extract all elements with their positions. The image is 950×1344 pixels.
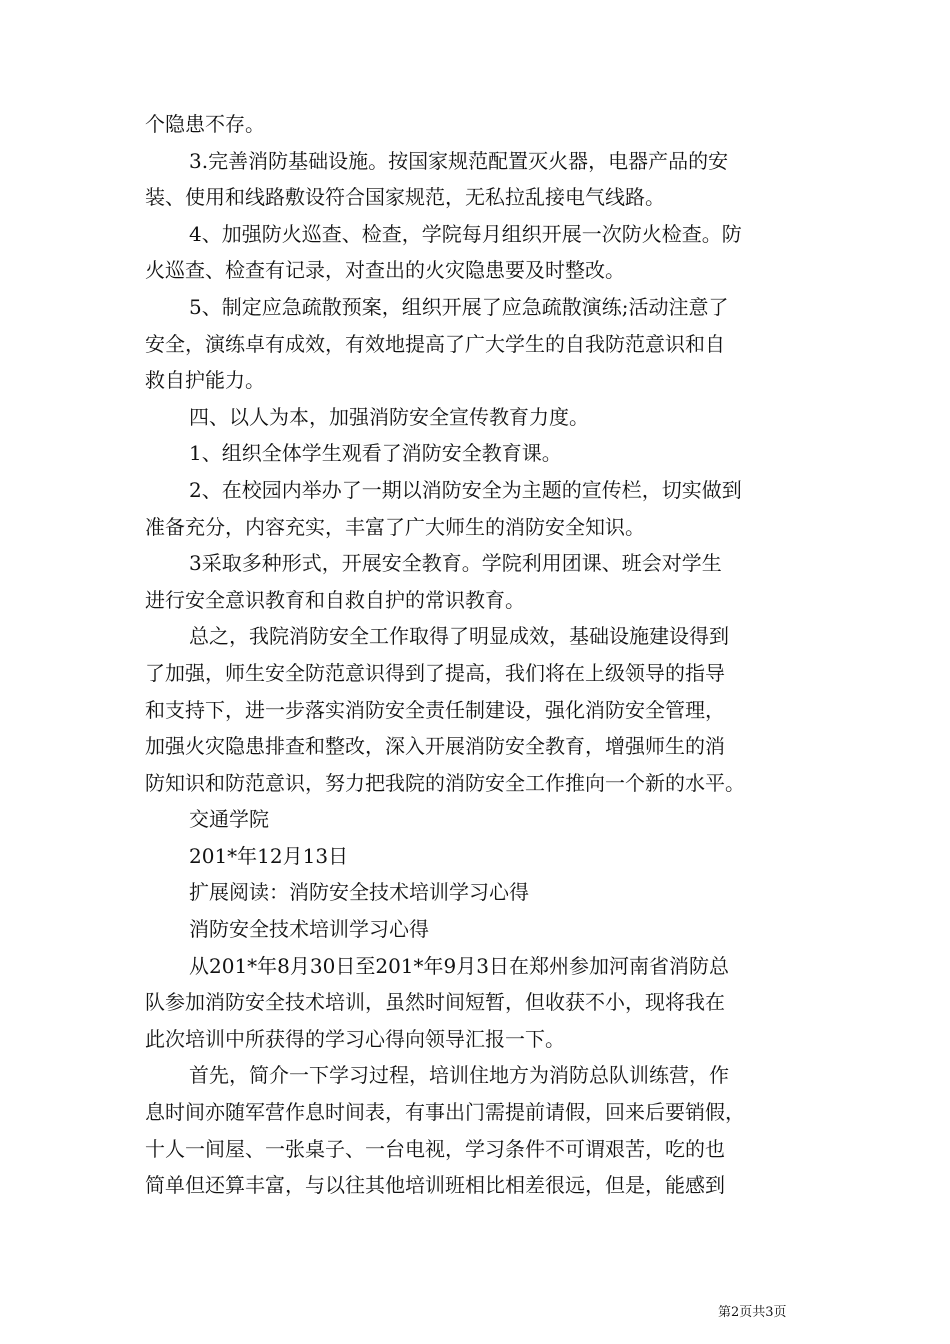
text-line: 火巡查、检查有记录，对查出的火灾隐患要及时整改。 — [145, 258, 625, 283]
text-line: 进行安全意识教育和自救自护的常识教育。 — [145, 587, 525, 612]
text-line: 救自护能力。 — [145, 368, 265, 393]
text-line: 十人一间屋、一张桌子、一台电视，学习条件不可谓艰苦，吃的也 — [145, 1136, 725, 1161]
text-line: 201*年12月13日 — [189, 843, 349, 868]
text-line: 扩展阅读：消防安全技术培训学习心得 — [189, 880, 529, 905]
text-line: 首先，简介一下学习过程，培训住地方为消防总队训练营，作 — [189, 1063, 729, 1088]
text-line: 个隐患不存。 — [145, 112, 265, 136]
text-line: 安全，演练卓有成效，有效地提高了广大学生的自我防范意识和自 — [145, 331, 725, 356]
text-line: 和支持下，进一步落实消防安全责任制建设，强化消防安全管理， — [145, 697, 725, 722]
text-line: 防知识和防范意识，努力把我院的消防安全工作推向一个新的水平。 — [145, 770, 745, 795]
page-number-footer: 第2页共3页 — [718, 1305, 787, 1320]
text-line: 息时间亦随军营作息时间表，有事出门需提前请假，回来后要销假， — [145, 1100, 745, 1125]
text-line: 队参加消防安全技术培训，虽然时间短暂，但收获不小，现将我在 — [145, 990, 725, 1015]
text-line: 装、使用和线路敷设符合国家规范，无私拉乱接电气线路。 — [145, 185, 665, 210]
text-line: 加强火灾隐患排查和整改，深入开展消防安全教育，增强师生的消 — [145, 734, 725, 759]
text-line: 2、在校园内举办了一期以消防安全为主题的宣传栏，切实做到 — [189, 477, 742, 502]
text-line: 3.完善消防基础设施。按国家规范配置灭火器，电器产品的安 — [189, 148, 729, 173]
text-line: 4、加强防火巡查、检查，学院每月组织开展一次防火检查。防 — [189, 221, 742, 246]
text-line: 1、组织全体学生观看了消防安全教育课。 — [189, 441, 562, 466]
text-line: 5、制定应急疏散预案，组织开展了应急疏散演练;活动注意了 — [189, 294, 729, 319]
text-line: 简单但还算丰富，与以往其他培训班相比相差很远，但是，能感到 — [145, 1173, 725, 1198]
text-line: 了加强，师生安全防范意识得到了提高，我们将在上级领导的指导 — [145, 660, 725, 685]
text-line: 四、以人为本，加强消防安全宣传教育力度。 — [189, 404, 589, 429]
text-line: 交通学院 — [189, 807, 269, 832]
text-line: 总之，我院消防安全工作取得了明显成效，基础设施建设得到 — [189, 624, 729, 649]
text-line: 从201*年8月30日至201*年9月3日在郑州参加河南省消防总 — [189, 953, 729, 978]
text-line: 3采取多种形式，开展安全教育。学院利用团课、班会对学生 — [189, 551, 722, 576]
document-body — [145, 106, 815, 1204]
text-line: 消防安全技术培训学习心得 — [189, 917, 429, 942]
text-line: 此次培训中所获得的学习心得向领导汇报一下。 — [145, 1026, 565, 1051]
text-line: 准备充分，内容充实，丰富了广大师生的消防安全知识。 — [145, 514, 645, 539]
